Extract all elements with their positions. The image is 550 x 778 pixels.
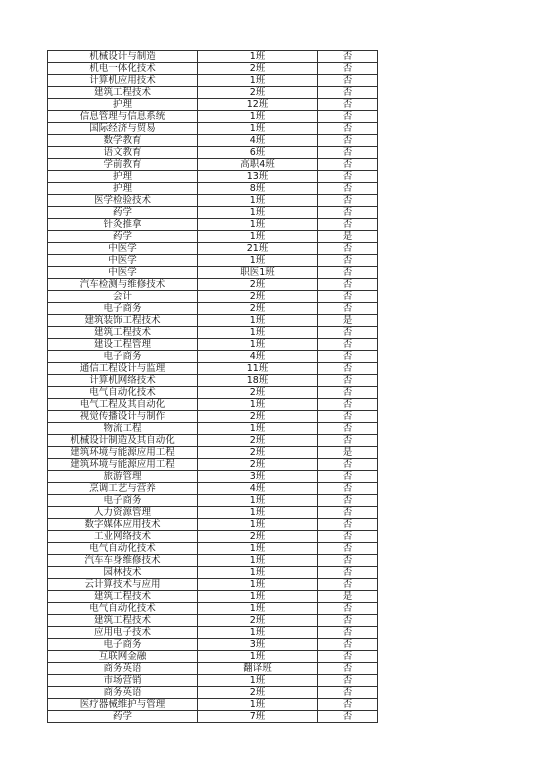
table-row (48, 291, 378, 303)
class-cell: 1班 (198, 339, 318, 351)
class-cell: 1班 (198, 111, 318, 123)
flag-cell: 是 (318, 447, 378, 459)
class-cell: 2班 (198, 279, 318, 291)
major-cell: 建筑工程技术 (48, 591, 198, 603)
major-cell: 电子商务 (48, 639, 198, 651)
class-cell: 1班 (198, 399, 318, 411)
table-row (48, 531, 378, 543)
major-cell: 旅游管理 (48, 471, 198, 483)
table-row (48, 663, 378, 675)
flag-cell: 否 (318, 63, 378, 75)
class-cell: 1班 (198, 231, 318, 243)
class-cell: 2班 (198, 411, 318, 423)
major-cell: 计算机应用技术 (48, 75, 198, 87)
flag-cell: 否 (318, 291, 378, 303)
flag-cell: 否 (318, 483, 378, 495)
class-cell: 1班 (198, 495, 318, 507)
major-cell: 机械设计制造及其自动化 (48, 435, 198, 447)
class-cell: 12班 (198, 99, 318, 111)
flag-cell: 否 (318, 519, 378, 531)
flag-cell: 否 (318, 243, 378, 255)
flag-cell: 否 (318, 279, 378, 291)
class-cell: 1班 (198, 51, 318, 63)
major-cell: 药学 (48, 207, 198, 219)
table-row (48, 327, 378, 339)
major-cell: 通信工程设计与监理 (48, 363, 198, 375)
table-row (48, 231, 378, 243)
table-row (48, 555, 378, 567)
flag-cell: 否 (318, 135, 378, 147)
table-row (48, 99, 378, 111)
flag-cell: 否 (318, 627, 378, 639)
major-cell: 数学教育 (48, 135, 198, 147)
flag-cell: 否 (318, 87, 378, 99)
table-row (48, 363, 378, 375)
class-cell: 2班 (198, 387, 318, 399)
table-row (48, 219, 378, 231)
class-cell: 11班 (198, 363, 318, 375)
class-cell: 2班 (198, 435, 318, 447)
class-cell: 1班 (198, 567, 318, 579)
table-row (48, 411, 378, 423)
table-row (48, 495, 378, 507)
class-cell: 1班 (198, 219, 318, 231)
major-cell: 电子商务 (48, 303, 198, 315)
table-row (48, 207, 378, 219)
table-row (48, 687, 378, 699)
table-row (48, 519, 378, 531)
table-row (48, 255, 378, 267)
class-cell: 2班 (198, 531, 318, 543)
class-cell: 1班 (198, 699, 318, 711)
class-cell: 2班 (198, 303, 318, 315)
table-row (48, 711, 378, 723)
flag-cell: 否 (318, 507, 378, 519)
table-row (48, 123, 378, 135)
table-row (48, 195, 378, 207)
flag-cell: 否 (318, 171, 378, 183)
flag-cell: 是 (318, 591, 378, 603)
flag-cell: 否 (318, 99, 378, 111)
table-row (48, 507, 378, 519)
class-cell: 1班 (198, 591, 318, 603)
table-row (48, 159, 378, 171)
table-row (48, 699, 378, 711)
major-cell: 电子商务 (48, 351, 198, 363)
major-cell: 电气自动化技术 (48, 543, 198, 555)
major-cell: 电气工程及其自动化 (48, 399, 198, 411)
class-cell: 1班 (198, 195, 318, 207)
class-cell: 1班 (198, 651, 318, 663)
flag-cell: 是 (318, 315, 378, 327)
major-cell: 语文教育 (48, 147, 198, 159)
flag-cell: 否 (318, 543, 378, 555)
major-cell: 商务英语 (48, 687, 198, 699)
class-cell: 18班 (198, 375, 318, 387)
table-row (48, 387, 378, 399)
table-row (48, 543, 378, 555)
table-row (48, 375, 378, 387)
major-cell: 中医学 (48, 255, 198, 267)
table-row (48, 471, 378, 483)
class-cell: 1班 (198, 627, 318, 639)
major-cell: 会计 (48, 291, 198, 303)
class-cell: 1班 (198, 507, 318, 519)
major-cell: 园林技术 (48, 567, 198, 579)
class-cell: 1班 (198, 543, 318, 555)
class-cell: 3班 (198, 471, 318, 483)
flag-cell: 是 (318, 231, 378, 243)
flag-cell: 否 (318, 711, 378, 723)
major-cell: 护理 (48, 183, 198, 195)
flag-cell: 否 (318, 411, 378, 423)
flag-cell: 否 (318, 651, 378, 663)
table-row (48, 243, 378, 255)
major-cell: 机械设计与制造 (48, 51, 198, 63)
major-cell: 针灸推拿 (48, 219, 198, 231)
major-cell: 互联网金融 (48, 651, 198, 663)
table-row (48, 87, 378, 99)
flag-cell: 否 (318, 327, 378, 339)
major-cell: 信息管理与信息系统 (48, 111, 198, 123)
table-row (48, 339, 378, 351)
class-cell: 2班 (198, 291, 318, 303)
class-cell: 2班 (198, 459, 318, 471)
major-cell: 人力资源管理 (48, 507, 198, 519)
class-cell: 1班 (198, 255, 318, 267)
flag-cell: 否 (318, 675, 378, 687)
table-row (48, 51, 378, 63)
class-cell: 4班 (198, 351, 318, 363)
class-cell: 6班 (198, 147, 318, 159)
table-row (48, 435, 378, 447)
table-row (48, 267, 378, 279)
major-cell: 视觉传播设计与制作 (48, 411, 198, 423)
flag-cell: 否 (318, 459, 378, 471)
class-cell: 1班 (198, 315, 318, 327)
flag-cell: 否 (318, 663, 378, 675)
class-cell: 21班 (198, 243, 318, 255)
class-cell: 1班 (198, 555, 318, 567)
major-cell: 建筑工程技术 (48, 615, 198, 627)
flag-cell: 否 (318, 531, 378, 543)
flag-cell: 否 (318, 495, 378, 507)
flag-cell: 否 (318, 387, 378, 399)
flag-cell: 否 (318, 75, 378, 87)
flag-cell: 否 (318, 351, 378, 363)
table-row (48, 579, 378, 591)
class-cell: 4班 (198, 135, 318, 147)
table-row (48, 399, 378, 411)
major-cell: 建筑工程技术 (48, 87, 198, 99)
flag-cell: 否 (318, 123, 378, 135)
table-row (48, 603, 378, 615)
table-row (48, 615, 378, 627)
class-cell: 2班 (198, 87, 318, 99)
table-row (48, 675, 378, 687)
class-cell: 4班 (198, 483, 318, 495)
major-cell: 中医学 (48, 267, 198, 279)
flag-cell: 否 (318, 603, 378, 615)
table-row (48, 171, 378, 183)
major-cell: 数字媒体应用技术 (48, 519, 198, 531)
major-cell: 电子商务 (48, 495, 198, 507)
flag-cell: 否 (318, 615, 378, 627)
flag-cell: 否 (318, 219, 378, 231)
class-cell: 1班 (198, 207, 318, 219)
major-cell: 建筑装饰工程技术 (48, 315, 198, 327)
flag-cell: 否 (318, 147, 378, 159)
table-row (48, 483, 378, 495)
class-cell: 1班 (198, 603, 318, 615)
table-row (48, 135, 378, 147)
flag-cell: 否 (318, 579, 378, 591)
class-cell: 1班 (198, 123, 318, 135)
flag-cell: 否 (318, 375, 378, 387)
table-row (48, 315, 378, 327)
flag-cell: 否 (318, 303, 378, 315)
major-cell: 电气自动化技术 (48, 387, 198, 399)
class-cell: 翻译班 (198, 663, 318, 675)
table-row (48, 651, 378, 663)
class-cell: 7班 (198, 711, 318, 723)
class-cell: 2班 (198, 63, 318, 75)
major-cell: 药学 (48, 231, 198, 243)
class-cell: 职医1班 (198, 267, 318, 279)
table-row (48, 639, 378, 651)
table-row (48, 63, 378, 75)
table-body (48, 51, 378, 723)
class-cell: 2班 (198, 447, 318, 459)
major-cell: 建筑工程技术 (48, 327, 198, 339)
flag-cell: 否 (318, 159, 378, 171)
major-cell: 药学 (48, 711, 198, 723)
major-cell: 商务英语 (48, 663, 198, 675)
table-row (48, 279, 378, 291)
flag-cell: 否 (318, 435, 378, 447)
major-cell: 计算机网络技术 (48, 375, 198, 387)
flag-cell: 否 (318, 267, 378, 279)
major-cell: 护理 (48, 171, 198, 183)
table-row (48, 303, 378, 315)
major-cell: 学前教育 (48, 159, 198, 171)
class-table (47, 50, 378, 723)
class-cell: 1班 (198, 579, 318, 591)
class-cell: 1班 (198, 327, 318, 339)
flag-cell: 否 (318, 339, 378, 351)
major-cell: 汽车车身维修技术 (48, 555, 198, 567)
major-cell: 医疗器械维护与管理 (48, 699, 198, 711)
flag-cell: 否 (318, 639, 378, 651)
flag-cell: 否 (318, 111, 378, 123)
flag-cell: 否 (318, 471, 378, 483)
major-cell: 建设工程管理 (48, 339, 198, 351)
flag-cell: 否 (318, 399, 378, 411)
table-row (48, 567, 378, 579)
major-cell: 物流工程 (48, 423, 198, 435)
table-row (48, 147, 378, 159)
class-cell: 2班 (198, 687, 318, 699)
class-cell: 高职4班 (198, 159, 318, 171)
major-cell: 护理 (48, 99, 198, 111)
flag-cell: 否 (318, 423, 378, 435)
table-row (48, 351, 378, 363)
flag-cell: 否 (318, 555, 378, 567)
major-cell: 烹调工艺与营养 (48, 483, 198, 495)
major-cell: 汽车检测与维修技术 (48, 279, 198, 291)
flag-cell: 否 (318, 567, 378, 579)
flag-cell: 否 (318, 255, 378, 267)
major-cell: 市场营销 (48, 675, 198, 687)
table-row (48, 111, 378, 123)
major-cell: 建筑环境与能源应用工程 (48, 459, 198, 471)
class-cell: 1班 (198, 423, 318, 435)
flag-cell: 否 (318, 183, 378, 195)
flag-cell: 否 (318, 207, 378, 219)
class-cell: 1班 (198, 75, 318, 87)
major-cell: 医学检验技术 (48, 195, 198, 207)
table-row (48, 183, 378, 195)
major-cell: 中医学 (48, 243, 198, 255)
flag-cell: 否 (318, 51, 378, 63)
major-cell: 国际经济与贸易 (48, 123, 198, 135)
flag-cell: 否 (318, 363, 378, 375)
flag-cell: 否 (318, 195, 378, 207)
flag-cell: 否 (318, 687, 378, 699)
table-row (48, 459, 378, 471)
major-cell: 机电一体化技术 (48, 63, 198, 75)
table-row (48, 447, 378, 459)
flag-cell: 否 (318, 699, 378, 711)
table-row (48, 75, 378, 87)
class-cell: 1班 (198, 519, 318, 531)
table-row (48, 627, 378, 639)
class-cell: 1班 (198, 675, 318, 687)
table-row (48, 591, 378, 603)
class-cell: 3班 (198, 639, 318, 651)
class-cell: 13班 (198, 171, 318, 183)
major-cell: 电气自动化技术 (48, 603, 198, 615)
major-cell: 工业网络技术 (48, 531, 198, 543)
major-cell: 云计算技术与应用 (48, 579, 198, 591)
major-cell: 应用电子技术 (48, 627, 198, 639)
class-cell: 2班 (198, 615, 318, 627)
table-row (48, 423, 378, 435)
class-cell: 8班 (198, 183, 318, 195)
major-cell: 建筑环境与能源应用工程 (48, 447, 198, 459)
